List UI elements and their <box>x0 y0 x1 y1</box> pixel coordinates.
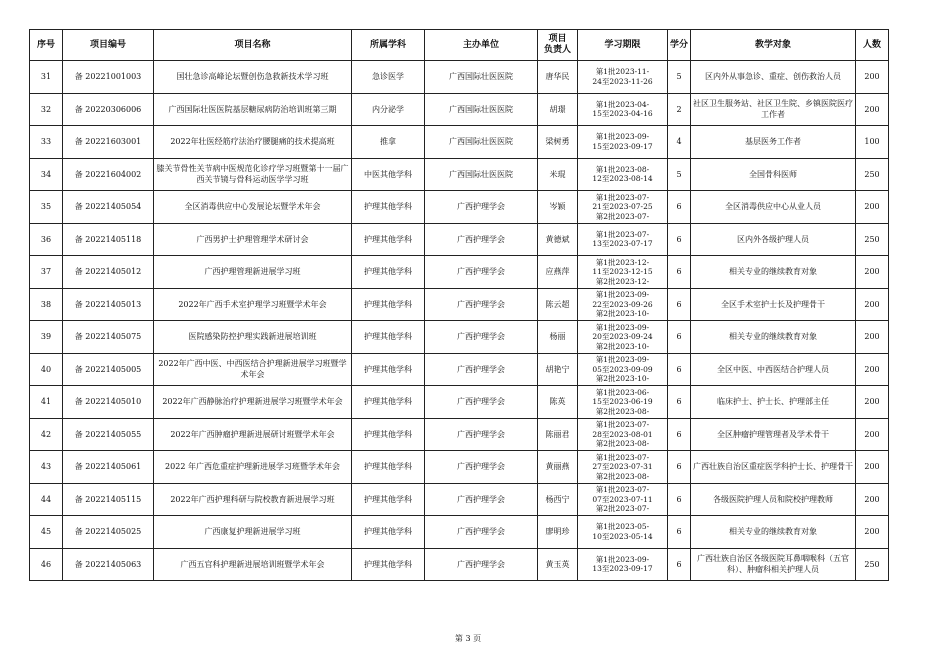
cell-code: 备 20221405054 <box>63 191 154 224</box>
cell-discipline: 护理其他学科 <box>352 483 425 516</box>
period-line: 第2批2023-10- <box>595 374 650 383</box>
table-row <box>30 451 889 484</box>
cell-credit: 5 <box>668 61 691 94</box>
cell-organizer: 广西国际壮医医院 <box>425 126 538 159</box>
header-target: 教学对象 <box>691 30 856 61</box>
cell-leader: 米琨 <box>538 158 578 191</box>
cell-period <box>578 191 668 224</box>
cell-code: 备 20221604002 <box>63 158 154 191</box>
cell-people: 200 <box>856 418 889 451</box>
cell-people: 200 <box>856 516 889 549</box>
cell-people: 250 <box>856 158 889 191</box>
cell-organizer: 广西护理学会 <box>425 516 538 549</box>
cell-period <box>578 386 668 419</box>
period-line: 第1批2023-11- <box>595 67 650 77</box>
period-line: 第2批2023-10- <box>595 309 650 318</box>
cell-code: 备 20221405025 <box>63 516 154 549</box>
table-row <box>30 386 889 419</box>
cell-period <box>578 353 668 386</box>
cell-credit: 6 <box>668 321 691 354</box>
cell-organizer: 广西护理学会 <box>425 288 538 321</box>
period-line: 11至2023-12-15 <box>592 267 653 276</box>
period-line: 第1批2023-08- <box>595 164 650 174</box>
cell-credit: 6 <box>668 386 691 419</box>
cell-name: 2022年广西手术室护理学习班暨学术年会 <box>154 288 352 321</box>
cell-period <box>578 321 668 354</box>
cell-organizer: 广西护理学会 <box>425 256 538 289</box>
cell-credit: 6 <box>668 516 691 549</box>
period-line: 第1批2023-09- <box>595 290 650 299</box>
table-row <box>30 223 889 256</box>
cell-seq: 43 <box>30 451 63 484</box>
period-line: 第2批2023-08- <box>595 439 650 448</box>
cell-target: 全国骨科医师 <box>691 158 856 191</box>
period-line: 15至2023-04-16 <box>592 109 653 119</box>
period-line: 第2批2023-12- <box>595 276 650 286</box>
cell-code: 备 20221405055 <box>63 418 154 451</box>
cell-code: 备 20220306006 <box>63 93 154 126</box>
cell-people: 250 <box>856 223 889 256</box>
cell-target: 社区卫生服务站、社区卫生院、乡镇医院医疗工作者 <box>691 93 856 126</box>
period-line: 24至2023-11-26 <box>592 76 653 86</box>
cell-target: 全区手术室护士长及护理骨干 <box>691 288 856 321</box>
period-line: 20至2023-09-24 <box>592 332 653 341</box>
cell-name: 广西五官科护理新进展培训班暨学术年会 <box>154 548 352 581</box>
cell-leader: 唐华民 <box>538 61 578 94</box>
cell-people: 200 <box>856 191 889 224</box>
cell-target: 相关专业的继续教育对象 <box>691 256 856 289</box>
cell-target: 广西壮族自治区重症医学科护士长、护理骨干 <box>691 451 856 484</box>
cell-code: 备 20221603001 <box>63 126 154 159</box>
cell-seq: 32 <box>30 93 63 126</box>
period-line: 13至2023-09-17 <box>592 564 653 574</box>
table-row <box>30 353 889 386</box>
cell-target: 临床护士、护士长、护理部主任 <box>691 386 856 419</box>
cell-leader: 应燕萍 <box>538 256 578 289</box>
period-line: 第1批2023-07- <box>595 452 650 462</box>
cell-people: 200 <box>856 61 889 94</box>
period-line: 第1批2023-07- <box>595 485 650 494</box>
cell-code: 备 20221405115 <box>63 483 154 516</box>
cell-target: 全区中医、中西医结合护理人员 <box>691 353 856 386</box>
period-line: 15至2023-09-17 <box>592 141 653 151</box>
cell-people: 250 <box>856 548 889 581</box>
header-credit: 学分 <box>668 30 691 61</box>
cell-credit: 6 <box>668 418 691 451</box>
cell-code: 备 20221405010 <box>63 386 154 419</box>
cell-organizer: 广西护理学会 <box>425 483 538 516</box>
cell-people: 200 <box>856 256 889 289</box>
cell-target: 相关专业的继续教育对象 <box>691 516 856 549</box>
period-line: 15至2023-06-19 <box>592 397 653 406</box>
cell-discipline: 护理其他学科 <box>352 386 425 419</box>
cell-seq: 35 <box>30 191 63 224</box>
cell-organizer: 广西护理学会 <box>425 223 538 256</box>
header-row <box>30 30 889 61</box>
cell-period <box>578 548 668 581</box>
period-line: 第2批2023-07- <box>595 211 650 221</box>
cell-discipline: 推拿 <box>352 126 425 159</box>
cell-name: 2022年广西静脉治疗护理新进展学习班暨学术年会 <box>154 386 352 419</box>
cell-people: 200 <box>856 483 889 516</box>
table-row <box>30 93 889 126</box>
cell-period <box>578 158 668 191</box>
period-line: 13至2023-07-17 <box>592 239 653 249</box>
cell-period <box>578 418 668 451</box>
cell-credit: 6 <box>668 223 691 256</box>
cell-target: 区内外各级护理人员 <box>691 223 856 256</box>
cell-leader: 岑颖 <box>538 191 578 224</box>
cell-name: 广西男护士护理管理学术研讨会 <box>154 223 352 256</box>
cell-leader: 胡璟 <box>538 93 578 126</box>
cell-discipline: 护理其他学科 <box>352 288 425 321</box>
period-line: 05至2023-09-09 <box>592 364 653 374</box>
header-discipline: 所属学科 <box>352 30 425 61</box>
cell-discipline: 护理其他学科 <box>352 353 425 386</box>
cell-code: 备 20221001003 <box>63 61 154 94</box>
period-line: 第1批2023-09- <box>595 355 650 364</box>
cell-name: 2022年广西中医、中西医结合护理新进展学习班暨学术年会 <box>154 353 352 386</box>
cell-credit: 5 <box>668 158 691 191</box>
cell-period <box>578 223 668 256</box>
table-body <box>30 61 889 581</box>
cell-people: 200 <box>856 93 889 126</box>
cell-credit: 2 <box>668 93 691 126</box>
cell-name: 2022年壮医经筋疗法治疗腰腿痛的技术提高班 <box>154 126 352 159</box>
cell-credit: 6 <box>668 548 691 581</box>
cell-seq: 46 <box>30 548 63 581</box>
cell-target: 相关专业的继续教育对象 <box>691 321 856 354</box>
course-table <box>29 29 889 581</box>
cell-credit: 6 <box>668 191 691 224</box>
period-line: 第1批2023-05- <box>595 522 650 532</box>
cell-leader: 黄玉英 <box>538 548 578 581</box>
period-line: 第1批2023-07- <box>595 192 650 202</box>
cell-period <box>578 256 668 289</box>
cell-target: 广西壮族自治区各级医院耳鼻咽喉科（五官科）、肿瘤科相关护理人员 <box>691 548 856 581</box>
table-row <box>30 483 889 516</box>
period-line: 第1批2023-04- <box>595 99 650 109</box>
cell-code: 备 20221405118 <box>63 223 154 256</box>
header-organizer: 主办单位 <box>425 30 538 61</box>
cell-name: 2022年广西肿瘤护理新进展研讨班暨学术年会 <box>154 418 352 451</box>
cell-people: 200 <box>856 288 889 321</box>
cell-leader: 梁树勇 <box>538 126 578 159</box>
cell-target: 各级医院护理人员和院校护理教师 <box>691 483 856 516</box>
cell-people: 200 <box>856 386 889 419</box>
cell-period <box>578 516 668 549</box>
header-leader-line2: 负责人 <box>543 45 571 55</box>
cell-target: 全区消毒供应中心从业人员 <box>691 191 856 224</box>
table-row <box>30 516 889 549</box>
cell-people: 200 <box>856 321 889 354</box>
cell-seq: 41 <box>30 386 63 419</box>
table-row <box>30 256 889 289</box>
period-line: 第1批2023-09- <box>595 132 650 142</box>
period-line: 第2批2023-08- <box>595 406 650 416</box>
period-line: 第2批2023-08- <box>595 471 650 481</box>
cell-leader: 胡艳宁 <box>538 353 578 386</box>
period-line: 第1批2023-12- <box>595 257 650 267</box>
period-line: 07至2023-07-11 <box>592 494 653 504</box>
period-line: 第1批2023-07- <box>595 229 650 239</box>
cell-organizer: 广西护理学会 <box>425 548 538 581</box>
cell-discipline: 护理其他学科 <box>352 451 425 484</box>
cell-period <box>578 61 668 94</box>
cell-leader: 廖明珍 <box>538 516 578 549</box>
header-seq: 序号 <box>30 30 63 61</box>
cell-code: 备 20221405061 <box>63 451 154 484</box>
cell-target: 区内外从事急诊、重症、创伤救治人员 <box>691 61 856 94</box>
cell-discipline: 护理其他学科 <box>352 321 425 354</box>
cell-name: 广西国际壮医医院基层糖尿病防治培训班第三期 <box>154 93 352 126</box>
period-line: 第2批2023-10- <box>595 341 650 351</box>
cell-discipline: 护理其他学科 <box>352 191 425 224</box>
cell-code: 备 20221405013 <box>63 288 154 321</box>
cell-code: 备 20221405075 <box>63 321 154 354</box>
cell-people: 200 <box>856 451 889 484</box>
cell-code: 备 20221405005 <box>63 353 154 386</box>
cell-organizer: 广西护理学会 <box>425 191 538 224</box>
cell-code: 备 20221405012 <box>63 256 154 289</box>
cell-leader: 陈英 <box>538 386 578 419</box>
period-line: 第1批2023-09- <box>595 322 650 332</box>
page-number: 第 3 页 <box>454 634 482 643</box>
cell-credit: 6 <box>668 483 691 516</box>
period-line: 28至2023-08-01 <box>592 429 653 439</box>
cell-seq: 33 <box>30 126 63 159</box>
header-period: 学习期限 <box>578 30 668 61</box>
header-people: 人数 <box>856 30 889 61</box>
cell-leader: 杨丽 <box>538 321 578 354</box>
cell-organizer: 广西护理学会 <box>425 418 538 451</box>
cell-credit: 6 <box>668 256 691 289</box>
period-line: 第1批2023-06- <box>595 387 650 397</box>
header-name: 项目名称 <box>154 30 352 61</box>
cell-name: 国壮急诊高峰论坛暨创伤急救新技术学习班 <box>154 61 352 94</box>
period-line: 27至2023-07-31 <box>592 462 653 471</box>
cell-people: 100 <box>856 126 889 159</box>
cell-leader: 黄德斌 <box>538 223 578 256</box>
cell-period <box>578 483 668 516</box>
cell-name: 医院感染防控护理实践新进展培训班 <box>154 321 352 354</box>
cell-seq: 36 <box>30 223 63 256</box>
cell-organizer: 广西国际壮医医院 <box>425 158 538 191</box>
cell-leader: 陈云超 <box>538 288 578 321</box>
cell-name: 2022 年广西危重症护理新进展学习班暨学术年会 <box>154 451 352 484</box>
cell-seq: 44 <box>30 483 63 516</box>
cell-credit: 6 <box>668 288 691 321</box>
table-row <box>30 191 889 224</box>
period-line: 21至2023-07-25 <box>592 202 653 211</box>
table-row <box>30 158 889 191</box>
cell-organizer: 广西国际壮医医院 <box>425 61 538 94</box>
cell-period <box>578 93 668 126</box>
cell-discipline: 内分泌学 <box>352 93 425 126</box>
period-line: 第1批2023-07- <box>595 420 650 429</box>
cell-seq: 37 <box>30 256 63 289</box>
period-line: 12至2023-08-14 <box>592 174 653 184</box>
cell-discipline: 护理其他学科 <box>352 223 425 256</box>
cell-leader: 黄丽燕 <box>538 451 578 484</box>
header-leader-line1: 项目 <box>548 34 567 44</box>
cell-discipline: 护理其他学科 <box>352 418 425 451</box>
cell-seq: 38 <box>30 288 63 321</box>
cell-organizer: 广西国际壮医医院 <box>425 93 538 126</box>
period-line: 10至2023-05-14 <box>592 531 653 541</box>
cell-organizer: 广西护理学会 <box>425 353 538 386</box>
table-row <box>30 321 889 354</box>
cell-people: 200 <box>856 353 889 386</box>
cell-code: 备 20221405063 <box>63 548 154 581</box>
cell-seq: 45 <box>30 516 63 549</box>
cell-target: 基层医务工作者 <box>691 126 856 159</box>
cell-target: 全区肿瘤护理管理者及学术骨干 <box>691 418 856 451</box>
header-code: 项目编号 <box>63 30 154 61</box>
cell-seq: 40 <box>30 353 63 386</box>
cell-seq: 39 <box>30 321 63 354</box>
table-row <box>30 61 889 94</box>
table-row <box>30 418 889 451</box>
cell-period <box>578 451 668 484</box>
cell-discipline: 护理其他学科 <box>352 256 425 289</box>
header-leader <box>538 30 578 61</box>
cell-period <box>578 126 668 159</box>
cell-discipline: 中医其他学科 <box>352 158 425 191</box>
table-row <box>30 288 889 321</box>
cell-organizer: 广西护理学会 <box>425 386 538 419</box>
cell-credit: 6 <box>668 451 691 484</box>
period-line: 22至2023-09-26 <box>592 299 653 309</box>
cell-credit: 6 <box>668 353 691 386</box>
cell-name: 全区消毒供应中心发展论坛暨学术年会 <box>154 191 352 224</box>
cell-discipline: 急诊医学 <box>352 61 425 94</box>
cell-name: 广西康复护理新进展学习班 <box>154 516 352 549</box>
cell-name: 2022年广西护理科研与院校教育新进展学习班 <box>154 483 352 516</box>
cell-organizer: 广西护理学会 <box>425 321 538 354</box>
cell-leader: 杨西宁 <box>538 483 578 516</box>
cell-name: 广西护理管理新进展学习班 <box>154 256 352 289</box>
table-row <box>30 126 889 159</box>
cell-leader: 陈丽君 <box>538 418 578 451</box>
cell-period <box>578 288 668 321</box>
cell-seq: 42 <box>30 418 63 451</box>
cell-discipline: 护理其他学科 <box>352 548 425 581</box>
cell-seq: 31 <box>30 61 63 94</box>
cell-seq: 34 <box>30 158 63 191</box>
cell-discipline: 护理其他学科 <box>352 516 425 549</box>
cell-name: 膝关节骨性关节病中医规范化诊疗学习班暨第十一届广西关节镜与骨科运动医学学习班 <box>154 158 352 191</box>
period-line: 第1批2023-09- <box>595 554 650 564</box>
period-line: 第2批2023-07- <box>595 504 650 513</box>
cell-organizer: 广西护理学会 <box>425 451 538 484</box>
table-row <box>30 548 889 581</box>
cell-credit: 4 <box>668 126 691 159</box>
